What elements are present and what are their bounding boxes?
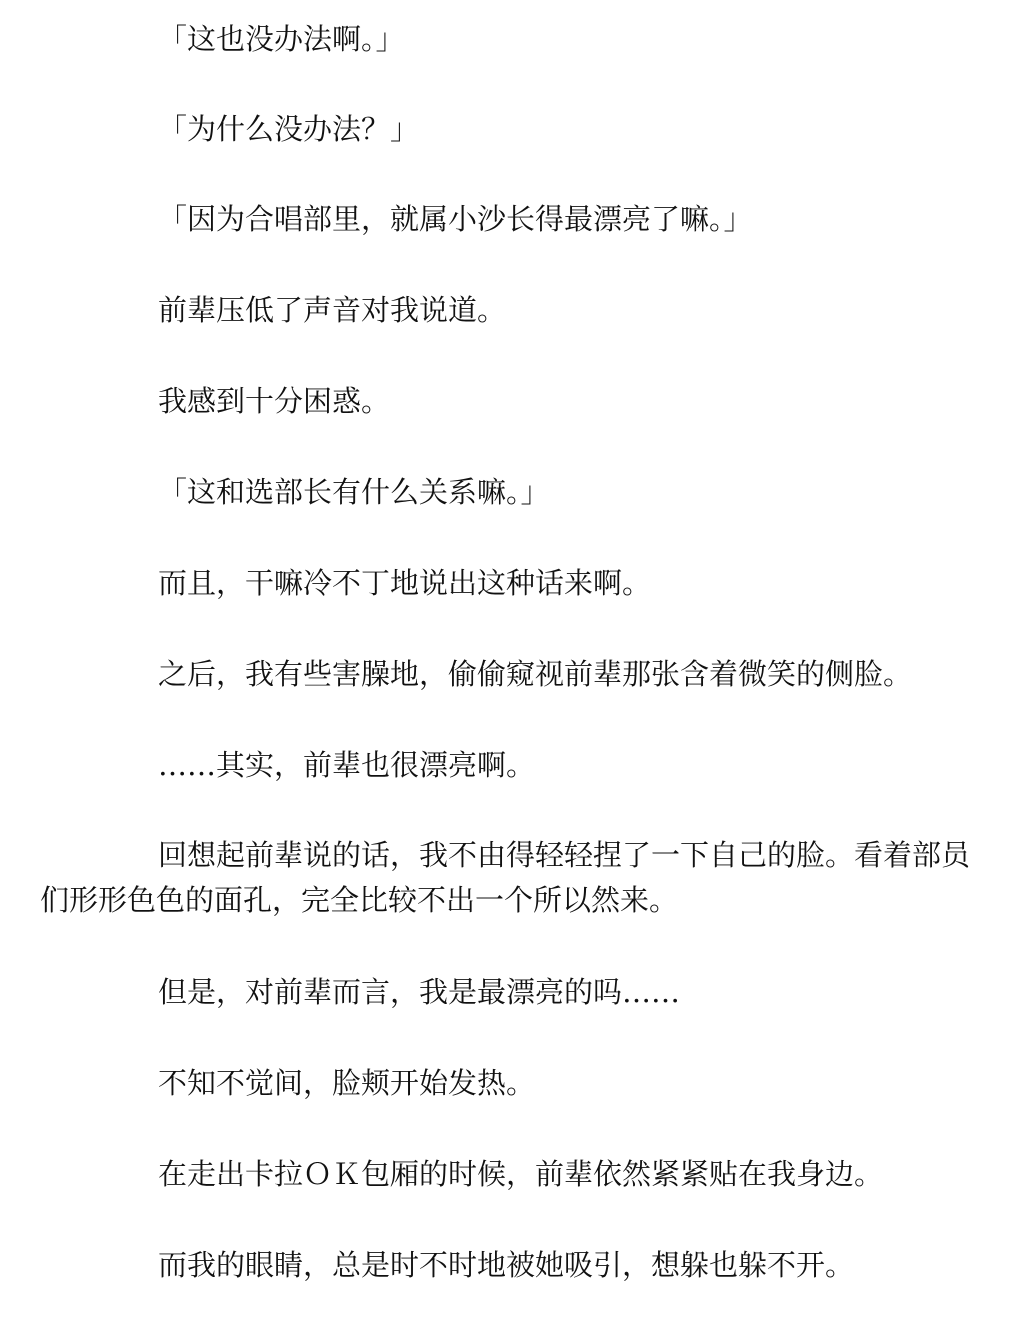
paragraph-6: 「这和选部长有什么关系嘛。」 — [158, 475, 550, 509]
paragraph-3: 「因为合唱部里，就属小沙长得最漂亮了嘛。」 — [158, 202, 753, 236]
paragraph-7: 而且，干嘛冷不丁地说出这种话来啊。 — [158, 566, 652, 600]
paragraph-1: 「这也没办法啊。」 — [158, 22, 405, 56]
paragraph-2: 「为什么没办法？」 — [158, 112, 420, 146]
paragraph-14: 而我的眼睛，总是时不时地被她吸引，想躲也躲不开。 — [158, 1248, 855, 1282]
paragraph-12: 不知不觉间，脸颊开始发热。 — [158, 1066, 536, 1100]
paragraph-13: 在走出卡拉ＯＫ包厢的时候，前辈依然紧紧贴在我身边。 — [158, 1157, 884, 1191]
paragraph-5: 我感到十分困惑。 — [158, 384, 391, 418]
paragraph-4: 前辈压低了声音对我说道。 — [158, 293, 507, 327]
paragraph-9: ……其实，前辈也很漂亮啊。 — [158, 748, 536, 782]
paragraph-8: 之后，我有些害臊地，偷偷窥视前辈那张含着微笑的侧脸。 — [158, 657, 913, 691]
paragraph-11: 但是，对前辈而言，我是最漂亮的吗…… — [158, 975, 681, 1009]
paragraph-10: 回想起前辈说的话，我不由得轻轻捏了一下自己的脸。看着部员们形形色色的面孔，完全比较不出一个所以然来。 — [40, 838, 971, 917]
